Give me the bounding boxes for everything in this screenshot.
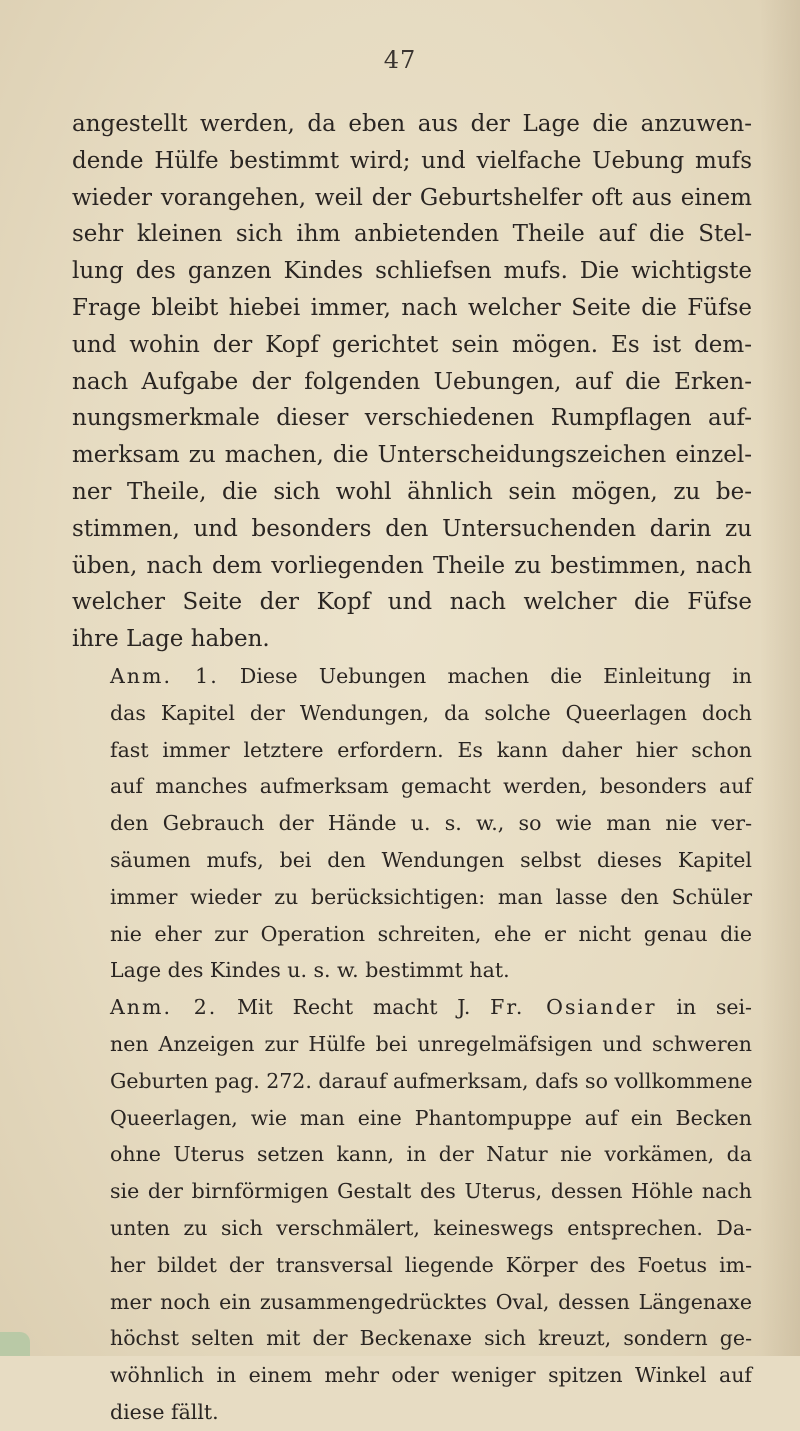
note-line: ohne Uterus setzen kann, in der Natur nie vorkämen, da (110, 1142, 752, 1167)
note-line: fast immer letztere erfordern. Es kann daher hier schon (110, 737, 752, 762)
note-1-text: Diese Uebungen machen die Einleitung in (239, 663, 752, 688)
text-line: nach Aufgabe der folgenden Uebungen, auf die Erken- (72, 368, 752, 395)
text-line: merksam zu machen, die Unterscheidungszeichen einzel- (72, 442, 752, 469)
note-line: her bildet der transversal liegende Körper des Foetus im- (110, 1252, 752, 1277)
note-2-text-end: in sei- (676, 995, 752, 1020)
main-paragraph (72, 106, 752, 658)
note-line: Lage des Kindes u. s. w. bestimmt hat. (110, 958, 510, 983)
note-1-label: Anm. 1. (110, 663, 219, 688)
note-line: unten zu sich verschmälert, keineswegs entsprechen. Da- (110, 1215, 752, 1240)
note-line: immer wieder zu berücksichtigen: man lasse den Schüler (110, 884, 752, 909)
note-2-first-line (72, 989, 752, 1026)
text-line: lung des ganzen Kindes schliefsen mufs. Die wichtigste (72, 258, 752, 285)
text-line: welcher Seite der Kopf und nach welcher die Füfse (72, 589, 752, 616)
note-2-body (72, 1026, 752, 1431)
note-2-label: Anm. 2. (110, 995, 218, 1020)
text-line: nungsmerkmale dieser verschiedenen Rumpflagen auf- (72, 405, 752, 432)
note-line: Queerlagen, wie man eine Phantompuppe auf ein Becken (110, 1105, 752, 1130)
text-line: dende Hülfe bestimmt wird; und vielfache Uebung mufs (72, 147, 752, 174)
note-2 (72, 989, 752, 1431)
note-line: mer noch ein zusammengedrücktes Oval, dessen Längenaxe (110, 1289, 752, 1314)
note-line: diese fällt. (110, 1399, 219, 1424)
note-line: wöhnlich in einem mehr oder weniger spitzen Winkel auf (110, 1363, 752, 1388)
text-line: und wohin der Kopf gerichtet sein mögen. Es ist dem- (72, 331, 752, 358)
note-1-first-line (72, 658, 752, 695)
text-line: ner Theile, die sich wohl ähnlich sein mögen, zu be- (72, 478, 752, 505)
note-line: nen Anzeigen zur Hülfe bei unregelmäfsigen und schweren (110, 1031, 752, 1056)
note-line: den Gebrauch der Hände u. s. w., so wie man nie ver- (110, 811, 752, 836)
note-2-text: Mit Recht macht J. (237, 995, 471, 1020)
corner-mark (0, 1332, 30, 1356)
note-1-body (72, 695, 752, 989)
note-line: auf manches aufmerksam gemacht werden, besonders auf (110, 774, 752, 799)
note-line: das Kapitel der Wendungen, da solche Queerlagen doch (110, 700, 752, 725)
text-line: Frage bleibt hiebei immer, nach welcher Seite die Füfse (72, 294, 752, 321)
note-line: höchst selten mit der Beckenaxe sich kreuzt, sondern ge- (110, 1326, 752, 1351)
note-line: säumen mufs, bei den Wendungen selbst dieses Kapitel (110, 847, 752, 872)
text-line: stimmen, und besonders den Untersuchenden darin zu (72, 515, 752, 542)
page-edge-shadow (760, 0, 800, 1356)
text-line: sehr kleinen sich ihm anbietenden Theile auf die Stel- (72, 221, 752, 248)
text-line: wieder vorangehen, weil der Geburtshelfer oft aus einem (72, 184, 752, 211)
page-number: 47 (383, 46, 417, 74)
text-line: ihre Lage haben. (72, 626, 270, 653)
note-line: sie der birnförmigen Gestalt des Uterus, dessen Höhle nach (110, 1179, 752, 1204)
note-2-author: Fr. Osiander (490, 995, 657, 1020)
page-text (72, 106, 752, 1431)
note-line: Geburten pag. 272. darauf aufmerksam, dafs so vollkommene (110, 1068, 753, 1093)
note-line: nie eher zur Operation schreiten, ehe er nicht genau die (110, 921, 752, 946)
text-line: angestellt werden, da eben aus der Lage die anzuwen- (72, 111, 752, 137)
note-1 (72, 658, 752, 989)
text-line: üben, nach dem vorliegenden Theile zu bestimmen, nach (72, 552, 752, 579)
